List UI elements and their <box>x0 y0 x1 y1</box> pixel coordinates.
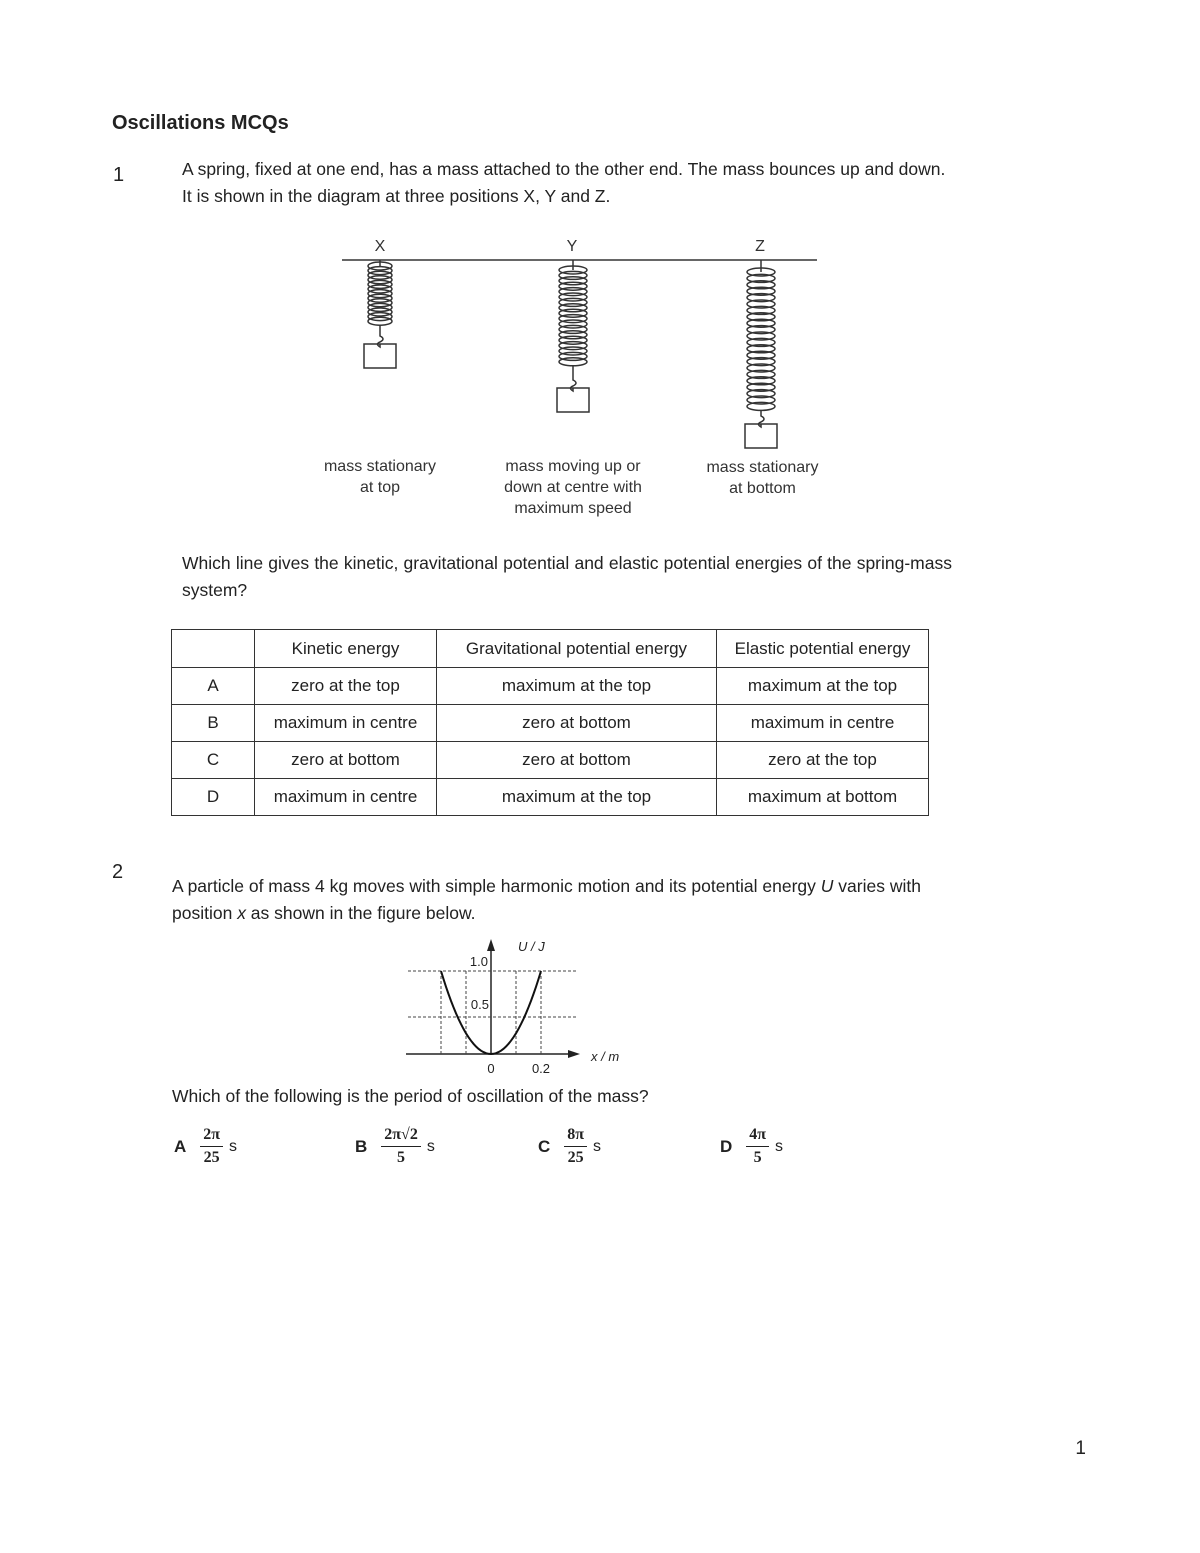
y-tick-0-5: 0.5 <box>470 997 489 1012</box>
question-2-number: 2 <box>112 861 124 883</box>
table-row <box>172 742 929 779</box>
unit: s <box>593 1137 602 1155</box>
potential-energy-graph <box>400 935 640 1080</box>
table-cell-letter: D <box>172 779 255 816</box>
energy-table <box>171 629 929 816</box>
spring-x <box>368 260 392 347</box>
page-title: Oscillations MCQs <box>112 112 289 134</box>
position-label-y: Y <box>566 238 578 255</box>
x-axis-label: x / m <box>591 1049 620 1064</box>
question-2-prompt: Which of the following is the period of oscillation of the mass? <box>172 1086 649 1106</box>
option-d[interactable] <box>720 1126 783 1167</box>
table-row <box>172 668 929 705</box>
question-1-prompt: Which line gives the kinetic, gravitational potential and elastic potential energies of the spring-mass system? <box>182 553 952 600</box>
y-axis-arrow <box>487 939 495 951</box>
table-cell: maximum at the top <box>437 668 717 705</box>
unit: s <box>775 1137 784 1155</box>
fraction: $\frac{4\pi}{5}$ <box>746 1126 769 1167</box>
table-cell: zero at the top <box>717 742 929 779</box>
table-cell: zero at bottom <box>437 742 717 779</box>
option-letter: B <box>355 1136 368 1156</box>
option-letter: A <box>174 1136 187 1156</box>
fraction: $\frac{2\pi√2}{5}$ <box>381 1126 421 1167</box>
option-letter: D <box>720 1136 733 1156</box>
x-tick-0: 0 <box>487 1061 495 1076</box>
caption-x: mass stationary at top <box>323 458 437 496</box>
fraction: $\frac{8\pi}{25}$ <box>564 1126 587 1167</box>
table-row <box>172 779 929 816</box>
question-2-intro: A particle of mass 4 kg moves with simple harmonic motion and its potential energy U varies with position x as shown in the figure below. <box>172 876 921 923</box>
table-header-cell <box>172 630 255 668</box>
table-header-cell: Gravitational potential energy <box>437 630 717 668</box>
x-tick-0-2: 0.2 <box>531 1061 551 1076</box>
unit: s <box>229 1137 238 1155</box>
table-cell: zero at the top <box>255 668 437 705</box>
fraction: $\frac{2\pi}{25}$ <box>200 1126 223 1167</box>
table-cell-letter: A <box>172 668 255 705</box>
table-cell: zero at bottom <box>437 705 717 742</box>
caption-z: mass stationary at bottom <box>706 459 819 497</box>
table-cell: maximum in centre <box>255 779 437 816</box>
table-cell-letter: B <box>172 705 255 742</box>
spring-y <box>559 260 587 391</box>
table-row <box>172 705 929 742</box>
table-cell: maximum at bottom <box>717 779 929 816</box>
spring-z <box>747 260 775 427</box>
caption-y: mass moving up or down at centre with maximum speed <box>504 458 642 517</box>
unit: s <box>426 1137 435 1155</box>
table-cell: maximum in centre <box>255 705 437 742</box>
y-axis-label: U / J <box>518 939 545 954</box>
x-axis-arrow <box>568 1050 580 1058</box>
question-1-intro: A spring, fixed at one end, has a mass attached to the other end. The mass bounces up and down. It is shown in the diagram at three positions X, Y and Z. <box>182 159 946 206</box>
table-cell: zero at bottom <box>255 742 437 779</box>
page-number: 1 <box>1075 1438 1086 1459</box>
table-header-cell: Elastic potential energy <box>717 630 929 668</box>
option-a[interactable] <box>174 1126 237 1167</box>
position-label-z: Z <box>755 238 765 255</box>
option-c[interactable] <box>538 1126 601 1167</box>
table-cell: maximum at the top <box>437 779 717 816</box>
table-header-cell: Kinetic energy <box>255 630 437 668</box>
option-letter: C <box>538 1136 551 1156</box>
table-cell: maximum at the top <box>717 668 929 705</box>
position-label-x: X <box>374 238 386 255</box>
y-tick-1-0: 1.0 <box>469 954 488 969</box>
question-1-number: 1 <box>113 164 125 186</box>
table-header-row <box>172 630 929 668</box>
table-cell-letter: C <box>172 742 255 779</box>
option-b[interactable] <box>355 1126 435 1167</box>
table-cell: maximum in centre <box>717 705 929 742</box>
